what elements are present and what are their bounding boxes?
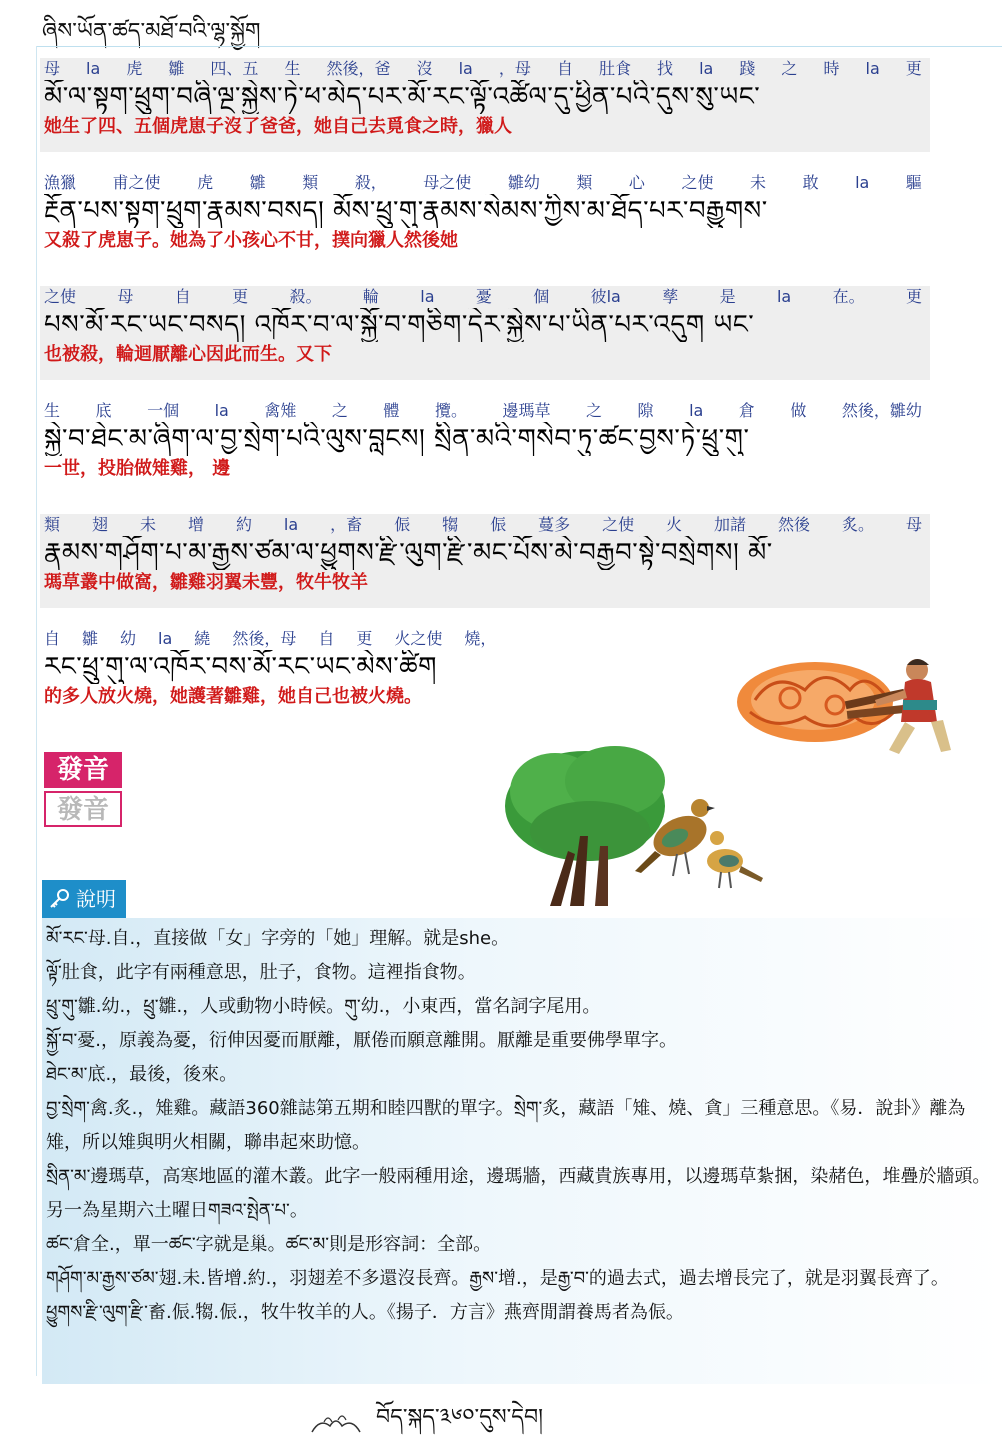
gloss-word: 侲 [490, 515, 507, 534]
ornament-icon [310, 1410, 362, 1436]
gloss-word: 邊瑪草 [502, 401, 551, 420]
notes-tab[interactable] [42, 880, 126, 918]
gloss-word: 生 [284, 59, 301, 78]
gloss-word: la [865, 59, 880, 78]
gloss-word: 憂 [475, 287, 492, 306]
gloss-word: 犓 [442, 515, 459, 534]
translation-line: 一世，投胎做雉雞， 邊 [44, 458, 231, 479]
gloss-word: 殺。 [289, 287, 322, 306]
pronunciation-button[interactable]: 發音 [44, 752, 122, 788]
gloss-word: 做 [790, 401, 807, 420]
tibetan-line: མོ་ལ་སྟག་ཕྲུག་བཞི་ལྔ་སྐྱེས་ཏེ་ཕ་མེད་པར་མོ་རང་ལྟོ་འཚོལ་དུ་ཕྱིན་པའི་དུས་སུ་ཡང་ [44, 82, 761, 112]
gloss-word: 彼la [590, 287, 621, 306]
gloss-line [44, 58, 930, 80]
translation-line: 瑪草叢中做窩，雛雞羽翼未豐，牧牛牧羊 [44, 572, 368, 593]
tibetan-line: རྣམས་གཤོག་པ་མ་རྒྱས་ཙམ་ལ་ཕྱུགས་རྫི་ལུག་རྫི་མང་པོས་མེ་བརྒྱབ་སྟེ་བསྲེགས། མོ་ [44, 538, 773, 568]
gloss-word: 底 [95, 401, 112, 420]
gloss-word: 自 [318, 629, 335, 648]
gloss-word: 之 [586, 401, 603, 420]
gloss-word: 殺， [354, 173, 387, 192]
gloss-word: la [420, 287, 435, 306]
gloss-word: 自 [556, 59, 573, 78]
gloss-word: 自 [174, 287, 191, 306]
gloss-word: 火 [666, 515, 683, 534]
gloss-word: 侲 [394, 515, 411, 534]
gloss-line [44, 172, 930, 194]
gloss-word: la [158, 629, 173, 648]
note-line: གཤོག་མ་རྒྱས་ཙམ་翅.未.皆增.約.，羽翅差不多還沒長齊。རྒྱས་增.，是རྒྱ་བ་的過去式，過去增長完了，就是羽翼長齊了。 [46, 1268, 949, 1289]
gloss-word: la [283, 515, 299, 534]
note-line: ལྟོ་肚食，此字有兩種意思，肚子，食物。這裡指食物。 [46, 962, 476, 983]
tibetan-line: པས་མོ་རང་ཡང་བསད། འཁོར་བ་ལ་སྐྱོ་བ་གཅིག་དེར་སྐྱེས་པ་ཡིན་པར་འདུག ཡང་ [44, 310, 755, 340]
translation-line: 她生了四、五個虎崽子沒了爸爸，她自己去覓食之時，獵人 [44, 116, 512, 137]
gloss-word: 蔓多 [538, 515, 571, 534]
verse-2 [40, 172, 930, 254]
pheasant-small [707, 831, 763, 888]
gloss-word: la [699, 59, 714, 78]
gloss-word: 沒 [416, 59, 433, 78]
gloss-word: 之使 [602, 515, 635, 534]
gloss-word: 孳 [662, 287, 679, 306]
gloss-word: 類 [302, 173, 319, 192]
gloss-word: 禽雉 [264, 401, 297, 420]
gloss-word: 更 [905, 287, 922, 306]
key-icon [48, 888, 70, 910]
gloss-word: ，畜 [330, 515, 363, 534]
pronunciation-button-alt[interactable]: 發音 [44, 791, 122, 827]
gloss-word: 在。 [832, 287, 865, 306]
gloss-word: la [86, 59, 101, 78]
note-line: བྱ་སྲེག་禽.炙.，雉雞。藏語360雜誌第五期和睦四獸的單字。སྲེག་炙，藏語「雉、燒、貪」三種意思。《易．說卦》離為雉，所以雉與明火相關，聯串起來助憶。 [46, 1098, 966, 1153]
gloss-word: 加諸 [714, 515, 747, 534]
gloss-word: 更 [232, 287, 249, 306]
gloss-word: la [776, 287, 792, 306]
gloss-word: 類 [576, 173, 593, 192]
gloss-word: 翅 [91, 515, 108, 534]
verse-5 [40, 514, 930, 608]
gloss-word: 之使 [44, 287, 77, 306]
gloss-word: 雛幼 [507, 173, 540, 192]
gloss-word: 更 [356, 629, 373, 648]
gloss-word: 雛 [82, 629, 99, 648]
note-line: མོ་རང་母.自.，直接做「女」字旁的「她」理解。就是she。 [46, 928, 510, 949]
gloss-word: 之 [331, 401, 348, 420]
gloss-word: 未 [139, 515, 156, 534]
page-footer [310, 1392, 543, 1454]
gloss-word: 然後，爸 [326, 59, 391, 78]
gloss-word: 然後，雛幼 [841, 401, 922, 420]
translation-line: 的多人放火燒，她護著雛雞，她自己也被火燒。 [44, 686, 422, 707]
note-line: སྲིན་མ་邊瑪草，高寒地區的灌木叢。此字一般兩種用途，邊瑪牆，西藏貴族專用，以邊瑪草紮捆，染赭色，堆疊於牆頭。另一為星期六土曜日གཟའ་སྤེན་པ་。 [46, 1166, 991, 1221]
gloss-word: 類 [44, 515, 61, 534]
gloss-word: la [458, 59, 473, 78]
page-header: ཞིས་ཡོན་ཚད་མཐོ་བའི་ལྷ་སྐྱོག [42, 19, 261, 44]
gloss-word: 一個 [147, 401, 180, 420]
gloss-word: la [855, 173, 870, 192]
gloss-word: 輪 [362, 287, 379, 306]
notes-panel [42, 918, 1002, 1384]
gloss-word: ，母 [498, 59, 531, 78]
gloss-word: 敢 [802, 173, 819, 192]
tibetan-line: རང་ཕྲུ་གུ་ལ་འཁོར་བས་མོ་རང་ཡང་མེས་ཚིག [44, 652, 437, 682]
gloss-word: 然後，母 [232, 629, 297, 648]
gloss-word: 然後 [778, 515, 811, 534]
gloss-word: 是 [719, 287, 736, 306]
pronunciation-controls [44, 752, 124, 827]
shrub-and-pheasants-illustration [495, 736, 775, 912]
gloss-word: 生 [44, 401, 61, 420]
gloss-word: 雛 [168, 59, 185, 78]
gloss-word: la [689, 401, 704, 420]
gloss-word: 倉 [738, 401, 755, 420]
gloss-word: 甫之使 [112, 173, 161, 192]
gloss-word: 繞 [194, 629, 211, 648]
note-line: ཕྱུགས་རྫི་ལུག་རྫི་畜.侲.犓.侲.，牧牛牧羊的人。《揚子．方言》燕齊閒謂養馬者為侲。 [46, 1302, 684, 1323]
translation-line: 也被殺，輪迴厭離心因此而生。又下 [44, 344, 332, 365]
gloss-line [44, 400, 930, 422]
footer-text: བོད་སྐད་༣༦༠་དུས་དེབ། [376, 1405, 544, 1430]
gloss-word: 雛 [249, 173, 266, 192]
verse-1 [40, 58, 930, 152]
gloss-word: 漁獵 [44, 173, 77, 192]
gloss-word: 攬。 [434, 401, 467, 420]
gloss-word: 虎 [126, 59, 143, 78]
note-line: ཕྲུ་གུ་雛.幼.，ཕྲུ་雛.，人或動物小時候。གུ་幼.，小東西，當名詞字尾用。 [46, 996, 601, 1017]
gloss-word: 燒， [464, 629, 497, 648]
gloss-word: 驅 [905, 173, 922, 192]
gloss-word: 幼 [120, 629, 137, 648]
gloss-word: 四、五 [210, 59, 259, 78]
gloss-word: 增 [187, 515, 204, 534]
gloss-word: 之 [781, 59, 798, 78]
gloss-word: 更 [905, 59, 922, 78]
gloss-word: 找 [657, 59, 674, 78]
tibetan-line: རྔོན་པས་སྟག་ཕྲུག་རྣམས་བསད། མོས་ཕྲུ་གུ་རྣམས་སེམས་ཀྱིས་མ་ཐོད་པར་བརྒྱུགས་ [44, 196, 768, 226]
gloss-word: 未 [750, 173, 767, 192]
gloss-word: 之使 [681, 173, 714, 192]
gloss-word: 母 [905, 515, 922, 534]
note-line: ཚང་倉全.，單一ཚང་字就是巢。ཚང་མ་則是形容詞：全部。 [46, 1234, 492, 1255]
header-divider [36, 46, 1002, 47]
gloss-word: 母之使 [423, 173, 472, 192]
verse-4 [40, 400, 930, 482]
gloss-word: 自 [44, 629, 61, 648]
gloss-word: la [214, 401, 229, 420]
verse-6 [40, 628, 720, 710]
gloss-word: 心 [628, 173, 645, 192]
shrub-shape [505, 746, 665, 906]
gloss-word: 炙。 [842, 515, 875, 534]
gloss-word: 體 [383, 401, 400, 420]
left-divider [36, 46, 37, 1376]
gloss-word: 踐 [739, 59, 756, 78]
note-line: ཐེང་མ་底.，最後，後來。 [46, 1064, 238, 1085]
gloss-word: 約 [235, 515, 252, 534]
gloss-word: 母 [44, 59, 61, 78]
gloss-word: 火之使 [394, 629, 443, 648]
verse-3 [40, 286, 930, 380]
gloss-word: 肚食 [598, 59, 631, 78]
gloss-word: 母 [117, 287, 134, 306]
notes-tab-label: 說明 [76, 887, 116, 911]
gloss-word: 個 [533, 287, 550, 306]
translation-line: 又殺了虎崽子。她為了小孩心不甘，撲向獵人然後她 [44, 230, 458, 251]
tibetan-line: སྐྱེ་བ་ཐེང་མ་ཞིག་ལ་བྱ་སྲེག་པའི་ལུས་བླངས། སྲིན་མའི་གསེབ་ཏུ་ཚང་བྱས་ཏེ་ཕྲུ་གུ་ [44, 424, 750, 454]
gloss-word: 隙 [637, 401, 654, 420]
gloss-word: 時 [823, 59, 840, 78]
note-line: སྐྱོ་བ་憂.，原義為憂，衍伸因憂而厭離，厭倦而願意離開。厭離是重要佛學單字。 [46, 1030, 677, 1051]
gloss-line [44, 628, 720, 650]
gloss-word: 虎 [197, 173, 214, 192]
gloss-line [44, 514, 930, 536]
gloss-line [44, 286, 930, 308]
